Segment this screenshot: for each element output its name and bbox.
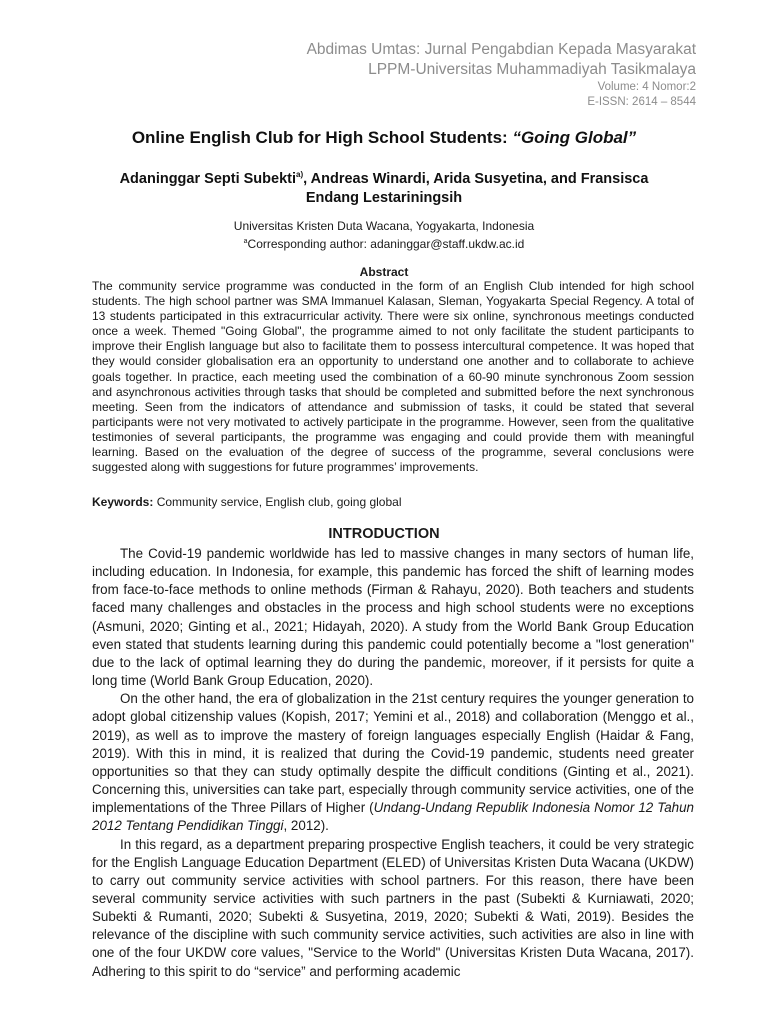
first-author: Adaninggar Septi Subekti xyxy=(119,170,296,187)
corresponding-text: Corresponding author: adaninggar@staff.ukdw.ac.id xyxy=(247,237,525,251)
abstract-heading: Abstract xyxy=(359,265,409,279)
p2-text-end: , 2012). xyxy=(283,818,329,834)
author-superscript: a) xyxy=(296,170,304,179)
other-authors: , Andreas Winardi, Arida Susyetina, and Fransisca Endang Lestariningsih xyxy=(303,170,649,206)
corresponding-author xyxy=(0,234,768,252)
journal-header xyxy=(307,40,696,110)
issn-info: E-ISSN: 2614 – 8544 xyxy=(587,96,696,108)
institution-name: LPPM-Universitas Muhammadiyah Tasikmalaya xyxy=(368,61,696,78)
introduction-heading: INTRODUCTION xyxy=(328,526,440,542)
keywords-text: Community service, English club, going global xyxy=(153,495,402,509)
title-main: Online English Club for High School Students: xyxy=(131,128,513,147)
intro-paragraph-2 xyxy=(92,690,694,835)
journal-name: Abdimas Umtas: Jurnal Pengabdian Kepada Masyarakat xyxy=(306,41,696,58)
abstract-text: The community service programme was conducted in the form of an English Club intended for high school students. The high school partner was SMA Immanuel Kalasan, Sleman, Yogyakarta Special Regency. A total of 13 students participated in this extracurricular activity. There were six online, synchronous meetings conducted once a week. Themed "Going Global", the programme aimed to not only facilitate the student participants to improve their English language but also to facilitate them to possess intercultural competence. It was hoped that they would consider globalisation era an opportunity to understand one another and to collaborate to achieve goals together. In practice, each meeting used the combination of a 60-90 minute synchronous Zoom session and asynchronous activities through tasks that should be completed and submitted before the next synchronous meeting. Seen from the indicators of attendance and submission of tasks, it could be stated that several participants were not very motivated to actively participate in the programme. However, seen from the qualitative testimonies of several participants, the programme was engaging and could provide them with meaningful learning. Based on the evaluation of the degree of success of the programme, several conclusions were suggested along with suggestions for future programmes’ improvements. xyxy=(92,279,694,475)
p2-law-citation: Undang-Undang Republik Indonesia Nomor 12 Tahun 2012 Tentang Pendidikan Tinggi xyxy=(92,800,694,834)
affiliation-block xyxy=(0,219,768,252)
intro-paragraph-1: The Covid-19 pandemic worldwide has led to massive changes in many sectors of human life, including education. In Indonesia, for example, this pandemic has forced the shift of learning modes from face-to-face methods to online methods (Firman & Rahayu, 2020). Both teachers and students faced many challenges and obstacles in the process and high school students were no exceptions (Asmuni, 2020; Ginting et al., 2021; Hidayah, 2020). A study from the World Bank Group Education even stated that students learning during this pandemic could potentially become a "lost generation" due to the lack of optimal learning they do during the pandemic, moreover, if it persists for quite a long time (World Bank Group Education, 2020). xyxy=(92,546,694,689)
corr-superscript: a xyxy=(243,238,248,245)
affiliation-university: Universitas Kristen Duta Wacana, Yogyakarta, Indonesia xyxy=(233,219,535,233)
introduction-body xyxy=(92,545,694,981)
keywords-label: Keywords: xyxy=(92,495,154,509)
volume-info: Volume: 4 Nomor:2 xyxy=(597,81,696,93)
p2-text-start: On the other hand, the era of globalization in the 21st century requires the younger generation to adopt global citizenship values (Kopish, 2017; Yemini et al., 2018) and collaboration (Menggo et al., 2019), as well as to improve the mastery of foreign languages especially English (Haidar & Fang, 2019). With this in mind, it is realized that during the Covid-19 pandemic, students need greater opportunities so that they can study optimally despite the difficult conditions (Ginting et al., 2021). Concerning this, universities can take part, especially through community service activities, one of the implementations of the Three Pillars of Higher ( xyxy=(92,691,694,816)
intro-paragraph-3: In this regard, as a department preparing prospective English teachers, it could be very strategic for the English Language Education Department (ELED) of Universitas Kristen Duta Wacana (UKDW) to carry out community service activities with school partners. For this reason, there have been several community service activities with such partners in the past (Subekti & Kurniawati, 2020; Subekti & Rumanti, 2020; Subekti & Susyetina, 2019, 2020; Subekti & Wati, 2019). Besides the relevance of the discipline with such community service activities, such activities are also in line with one of the four UKDW core values, "Service to the World" (Universitas Kristen Duta Wacana, 2017). Adhering to this spirit to do “service” and performing academic xyxy=(92,836,694,979)
title-italic: “Going Global” xyxy=(512,128,637,147)
author-list xyxy=(100,165,668,208)
keywords-line xyxy=(92,495,694,510)
paper-title xyxy=(0,128,768,148)
